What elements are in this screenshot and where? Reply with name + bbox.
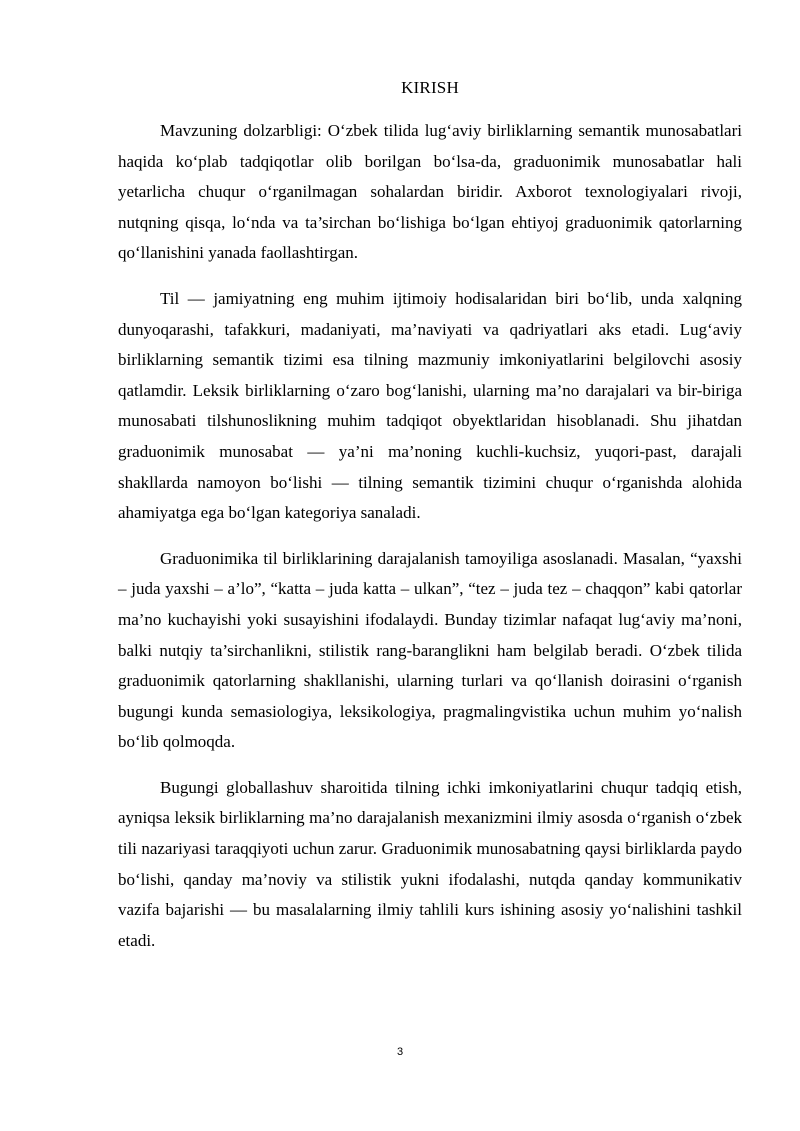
paragraph-language-society: Til — jamiyatning eng muhim ijtimoiy hodisalaridan biri bo‘lib, unda xalqning dunyoqarashi, tafakkuri, madaniyati, ma’naviyati va qadriyatlari aks etadi. Lug‘aviy birliklarning semantik tizimi esa tilning mazmuniy imkoniyatlarini belgilovchi asosiy qatlamdir. Leksik birliklarning o‘zaro bog‘lanishi, ularning ma’no darajalari va bir-biriga munosabati tilshunoslikning muhim tadqiqot obyektlaridan hisoblanadi. Shu jihatdan graduonimik munosabat — ya’ni ma’noning kuchli-kuchsiz, yuqori-past, darajali shakllarda namoyon bo‘lishi — tilning semantik tizimini chuqur o‘rganishda alohida ahamiyatga ega bo‘lgan kategoriya sanaladi. [118, 288, 742, 523]
paragraph-relevance: Mavzuning dolzarbligi: O‘zbek tilida lug‘aviy birliklarning semantik munosabatlari haqida ko‘plab tadqiqotlar olib borilgan bo‘lsa-da, graduonimik munosabatlar hali yetarlicha chuqur o‘rganilmagan sohalardan biridir. Axborot texnologiyalari rivoji, nutqning qisqa, lo‘nda va ta’sirchan bo‘lishiga bo‘lgan ehtiyoj graduonimik qatorlarning qo‘llanishini yanada faollashtirgan. [118, 121, 742, 263]
page-number: 3 [396, 1046, 404, 1058]
paragraph-globalization: Bugungi globallashuv sharoitida tilning ichki imkoniyatlarini chuqur tadqiq etish, ayniqsa leksik birliklarning ma’no darajalanish mexanizmini ilmiy asosda o‘rganish o‘zbek tili nazariyasi taraqqiyoti uchun zarur. Graduonimik munosabatning qaysi birliklarda paydo bo‘lishi, qanday ma’noviy va stilistik yukni ifodalashi, nutqda qanday kommunikativ vazifa bajarishi — bu masalalarning ilmiy tahlili kurs ishining asosiy yo‘nalishini tashkil etadi. [118, 777, 742, 950]
paragraph-graduonymy: Graduonimika til birliklarining darajalanish tamoyiliga asoslanadi. Masalan, “yaxshi – juda yaxshi – a’lo”, “katta – juda katta – ulkan”, “tez – juda tez – chaqqon” kabi qatorlar ma’no kuchayishi yoki susayishini ifodalaydi. Bunday tizimlar nafaqat lug‘aviy ma’noni, balki nutqiy ta’sirchanlikni, stilistik rang-baranglikni ham belgilab beradi. O‘zbek tilida graduonimik qatorlarning shakllanishi, ularning turlari va qo‘llanish doirasini o‘rganish bugungi kunda semasiologiya, leksikologiya, pragmalingvistika uchun muhim yo‘nalish bo‘lib qolmoqda. [118, 548, 742, 752]
page-content [118, 76, 742, 971]
section-title: KIRISH [401, 78, 459, 97]
